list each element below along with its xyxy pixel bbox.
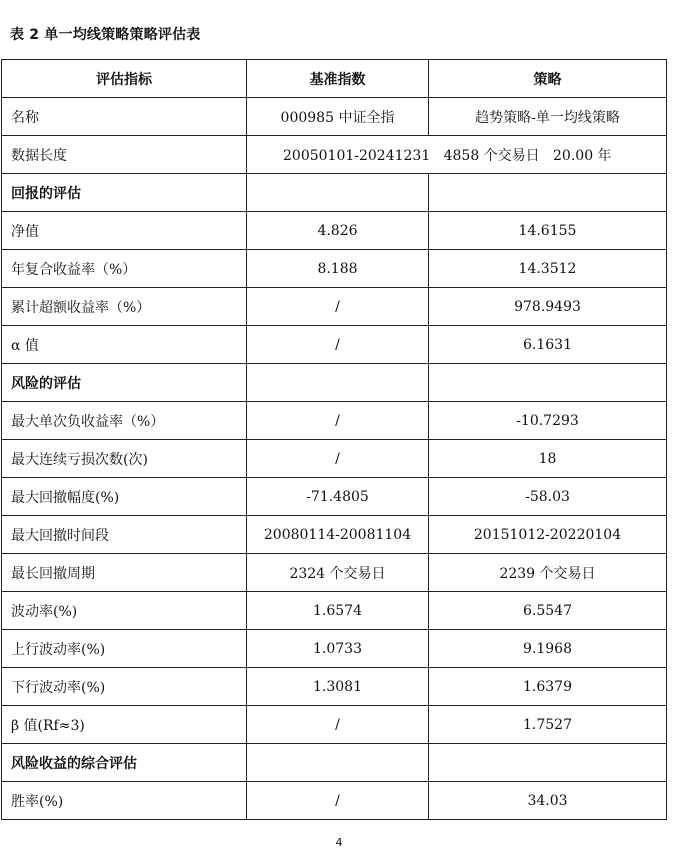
- table-row: [2, 592, 667, 630]
- table-row: [2, 630, 667, 668]
- table-row: [2, 402, 667, 440]
- empty-cell: [247, 744, 429, 782]
- empty-cell: [429, 364, 667, 402]
- section-row: [2, 744, 667, 782]
- row-label: 胜率(%): [2, 782, 247, 820]
- strategy-value: 18: [429, 440, 667, 478]
- row-label: 波动率(%): [2, 592, 247, 630]
- header-metric: 评估指标: [2, 60, 247, 98]
- row-label: β 值(Rf≈3): [2, 706, 247, 744]
- benchmark-value: 1.6574: [247, 592, 429, 630]
- row-label: 上行波动率(%): [2, 630, 247, 668]
- row-label: α 值: [2, 326, 247, 364]
- benchmark-value: 1.3081: [247, 668, 429, 706]
- section-title: 风险的评估: [2, 364, 247, 402]
- empty-cell: [247, 364, 429, 402]
- table-caption: 表 2 单一均线策略策略评估表: [10, 27, 201, 43]
- strategy-value: 9.1968: [429, 630, 667, 668]
- benchmark-value: /: [247, 326, 429, 364]
- strategy-value: 1.7527: [429, 706, 667, 744]
- table-row: [2, 288, 667, 326]
- benchmark-value: -71.4805: [247, 478, 429, 516]
- table-row: [2, 554, 667, 592]
- section-title: 回报的评估: [2, 174, 247, 212]
- data-length-value: 20050101-20241231 4858 个交易日 20.00 年: [247, 136, 667, 174]
- section-title: 风险收益的综合评估: [2, 744, 247, 782]
- row-label: 最长回撤周期: [2, 554, 247, 592]
- header-benchmark: 基准指数: [247, 60, 429, 98]
- row-label: 累计超额收益率（%）: [2, 288, 247, 326]
- benchmark-value: /: [247, 782, 429, 820]
- strategy-value: 14.6155: [429, 212, 667, 250]
- table-row: [2, 250, 667, 288]
- table-row: [2, 212, 667, 250]
- strategy-value: -58.03: [429, 478, 667, 516]
- strategy-value: 6.5547: [429, 592, 667, 630]
- benchmark-value: /: [247, 440, 429, 478]
- row-label: 最大连续亏损次数(次): [2, 440, 247, 478]
- benchmark-value: 000985 中证全指: [247, 98, 429, 136]
- row-label: 最大回撤幅度(%): [2, 478, 247, 516]
- row-label: 净值: [2, 212, 247, 250]
- row-label: 最大回撤时间段: [2, 516, 247, 554]
- benchmark-value: /: [247, 402, 429, 440]
- row-label: 年复合收益率（%）: [2, 250, 247, 288]
- strategy-value: 趋势策略-单一均线策略: [429, 98, 667, 136]
- row-label: 下行波动率(%): [2, 668, 247, 706]
- table-row: [2, 516, 667, 554]
- page-number: 4: [335, 836, 343, 849]
- table-row: [2, 326, 667, 364]
- strategy-value: 14.3512: [429, 250, 667, 288]
- row-label: 数据长度: [2, 136, 247, 174]
- header-strategy: 策略: [429, 60, 667, 98]
- strategy-value: 2239 个交易日: [429, 554, 667, 592]
- benchmark-value: 4.826: [247, 212, 429, 250]
- strategy-value: 6.1631: [429, 326, 667, 364]
- benchmark-value: 8.188: [247, 250, 429, 288]
- strategy-value: 978.9493: [429, 288, 667, 326]
- strategy-evaluation-table: [1, 59, 667, 820]
- empty-cell: [247, 174, 429, 212]
- benchmark-value: 2324 个交易日: [247, 554, 429, 592]
- row-label: 最大单次负收益率（%）: [2, 402, 247, 440]
- empty-cell: [429, 744, 667, 782]
- section-row: [2, 174, 667, 212]
- table-row: [2, 782, 667, 820]
- benchmark-value: /: [247, 706, 429, 744]
- table-row: [2, 668, 667, 706]
- table-row: [2, 706, 667, 744]
- row-label: 名称: [2, 98, 247, 136]
- table-row: [2, 440, 667, 478]
- table-row: [2, 98, 667, 136]
- section-row: [2, 364, 667, 402]
- benchmark-value: 20080114-20081104: [247, 516, 429, 554]
- benchmark-value: /: [247, 288, 429, 326]
- strategy-value: 1.6379: [429, 668, 667, 706]
- benchmark-value: 1.0733: [247, 630, 429, 668]
- strategy-value: 20151012-20220104: [429, 516, 667, 554]
- empty-cell: [429, 174, 667, 212]
- table-row: [2, 136, 667, 174]
- strategy-value: -10.7293: [429, 402, 667, 440]
- table-row: [2, 478, 667, 516]
- strategy-value: 34.03: [429, 782, 667, 820]
- table-header-row: [2, 60, 667, 98]
